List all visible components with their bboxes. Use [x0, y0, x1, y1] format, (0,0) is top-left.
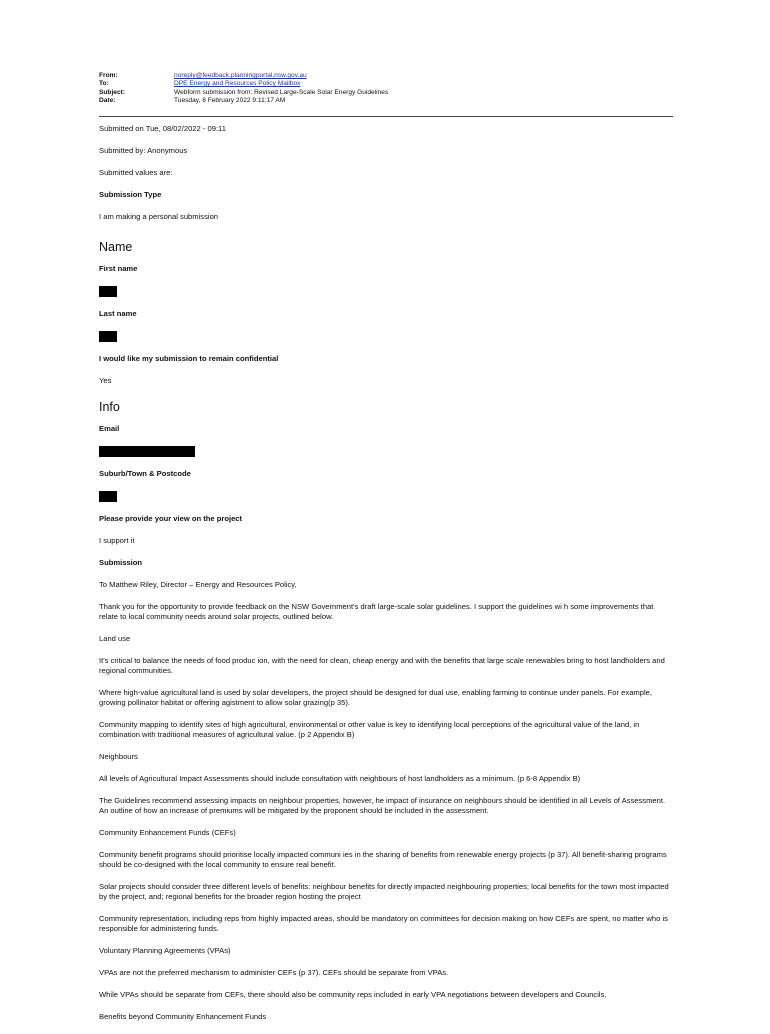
redaction-box [99, 286, 117, 297]
paragraph: Where high-value agricultural land is used by solar developers, the project should be designed for dual use, enabling farming to continue under panels. For example, growing pollinator habitat or offering agistment to allow solar grazing(p 35). [99, 688, 652, 707]
subject-row [99, 89, 673, 97]
info-heading: Info [99, 400, 120, 414]
redaction-box [99, 446, 195, 457]
confidential-label: I would like my submission to remain confidential [99, 354, 279, 363]
to-label: To: [99, 80, 109, 88]
header-divider [99, 116, 673, 117]
submitted-by: Submitted by: Anonymous [99, 146, 188, 155]
section-heading-cef: Community Enhancement Funds (CEFs) [99, 828, 236, 837]
view-value: I support it [99, 536, 135, 545]
section-heading-vpa: Voluntary Planning Agreements (VPAs) [99, 946, 231, 955]
from-row [99, 72, 673, 80]
paragraph: Thank you for the opportunity to provide feedback on the NSW Government's draft large-scale solar guidelines. I support the guidelines wi h some improvements that relate to local community needs around solar projects, outlined below. [99, 602, 654, 621]
view-label: Please provide your view on the project [99, 514, 243, 523]
from-email-link[interactable]: noreply@feedback.planningportal.nsw.gov.au [174, 72, 307, 79]
suburb-redacted [99, 491, 674, 502]
confidential-value: Yes [99, 376, 112, 385]
to-mailbox-link[interactable]: DPE Energy and Resources Policy Mailbox [174, 80, 301, 88]
subject-value: Webform submission from: Revised Large-Scale Solar Energy Guidelines [174, 88, 389, 96]
paragraph: The Guidelines recommend assessing impacts on neighbour properties, however, he impact of insurance on neighbours should be identified in all Levels of Assessment. An outline of how an increase of premiums will be mitigated by the proponent should be included in the assessment. [99, 796, 666, 815]
paragraph: Community representation, including reps from highly impacted areas, should be mandatory on committees for decision making on how CEFs are spent, no matter who is responsible for administering funds. [99, 914, 668, 933]
paragraph: All levels of Agricultural Impact Assessments should include consultation with neighbours of host landholders as a minimum. (p 6-8 Appendix B) [99, 774, 581, 783]
first-name-label: First name [99, 264, 138, 273]
paragraph: It's critical to balance the needs of food produc ion, with the need for clean, cheap energy and with the benefits that large scale renewables bring to host landholders and regional communities. [99, 656, 665, 675]
paragraph: Community mapping to identify sites of high agricultural, environmental or other value is key to identifying local perceptions of the agricultural value of the land, in combination with traditional measures of agricultural value. (p 2 Appendix B) [99, 720, 640, 739]
section-heading-benefits: Benefits beyond Community Enhancement Funds [99, 1012, 267, 1021]
name-heading: Name [99, 240, 133, 254]
redaction-box [99, 331, 117, 342]
last-name-redacted [99, 331, 674, 342]
date-row [99, 97, 673, 105]
redaction-box [99, 491, 117, 502]
email-header [99, 72, 673, 105]
section-heading-neighbours: Neighbours [99, 752, 138, 761]
submission-type-value: I am making a personal submission [99, 212, 219, 221]
paragraph: Solar projects should consider three different levels of benefits: neighbour benefits for directly impacted neighbouring properties; local benefits for the town most impacted by the project, and; regional benefits for the broader region hosting the project [99, 882, 669, 901]
from-label: From: [99, 72, 118, 79]
to-row [99, 80, 673, 88]
email-redacted [99, 446, 674, 457]
submission-label: Submission [99, 558, 143, 567]
submitted-on: Submitted on Tue, 08/02/2022 - 09:11 [99, 124, 226, 133]
email-label: Email [99, 424, 120, 433]
paragraph: VPAs are not the preferred mechanism to administer CEFs (p 37). CEFs should be separate from VPAs. [99, 968, 449, 977]
first-name-redacted [99, 286, 674, 297]
suburb-label: Suburb/Town & Postcode [99, 469, 191, 478]
section-heading-land-use: Land use [99, 634, 131, 643]
date-label: Date: [99, 96, 116, 104]
email-body [99, 124, 674, 1034]
submission-addressee: To Matthew Riley, Director – Energy and Resources Policy, [99, 580, 297, 589]
date-value: Tuesday, 8 February 2022 9:11:17 AM [174, 96, 286, 104]
submitted-values: Submitted values are: [99, 168, 173, 177]
submission-type-label: Submission Type [99, 190, 162, 199]
paragraph: While VPAs should be separate from CEFs, there should also be community reps included in early VPA negotiations between developers and Councils. [99, 990, 607, 999]
paragraph: Community benefit programs should prioritise locally impacted communi ies in the sharing of benefits from renewable energy projects (p 37). All benefit-sharing programs should be co-designed with the local community to ensure real benefit. [99, 850, 667, 869]
last-name-label: Last name [99, 309, 137, 318]
subject-label: Subject: [99, 88, 126, 96]
